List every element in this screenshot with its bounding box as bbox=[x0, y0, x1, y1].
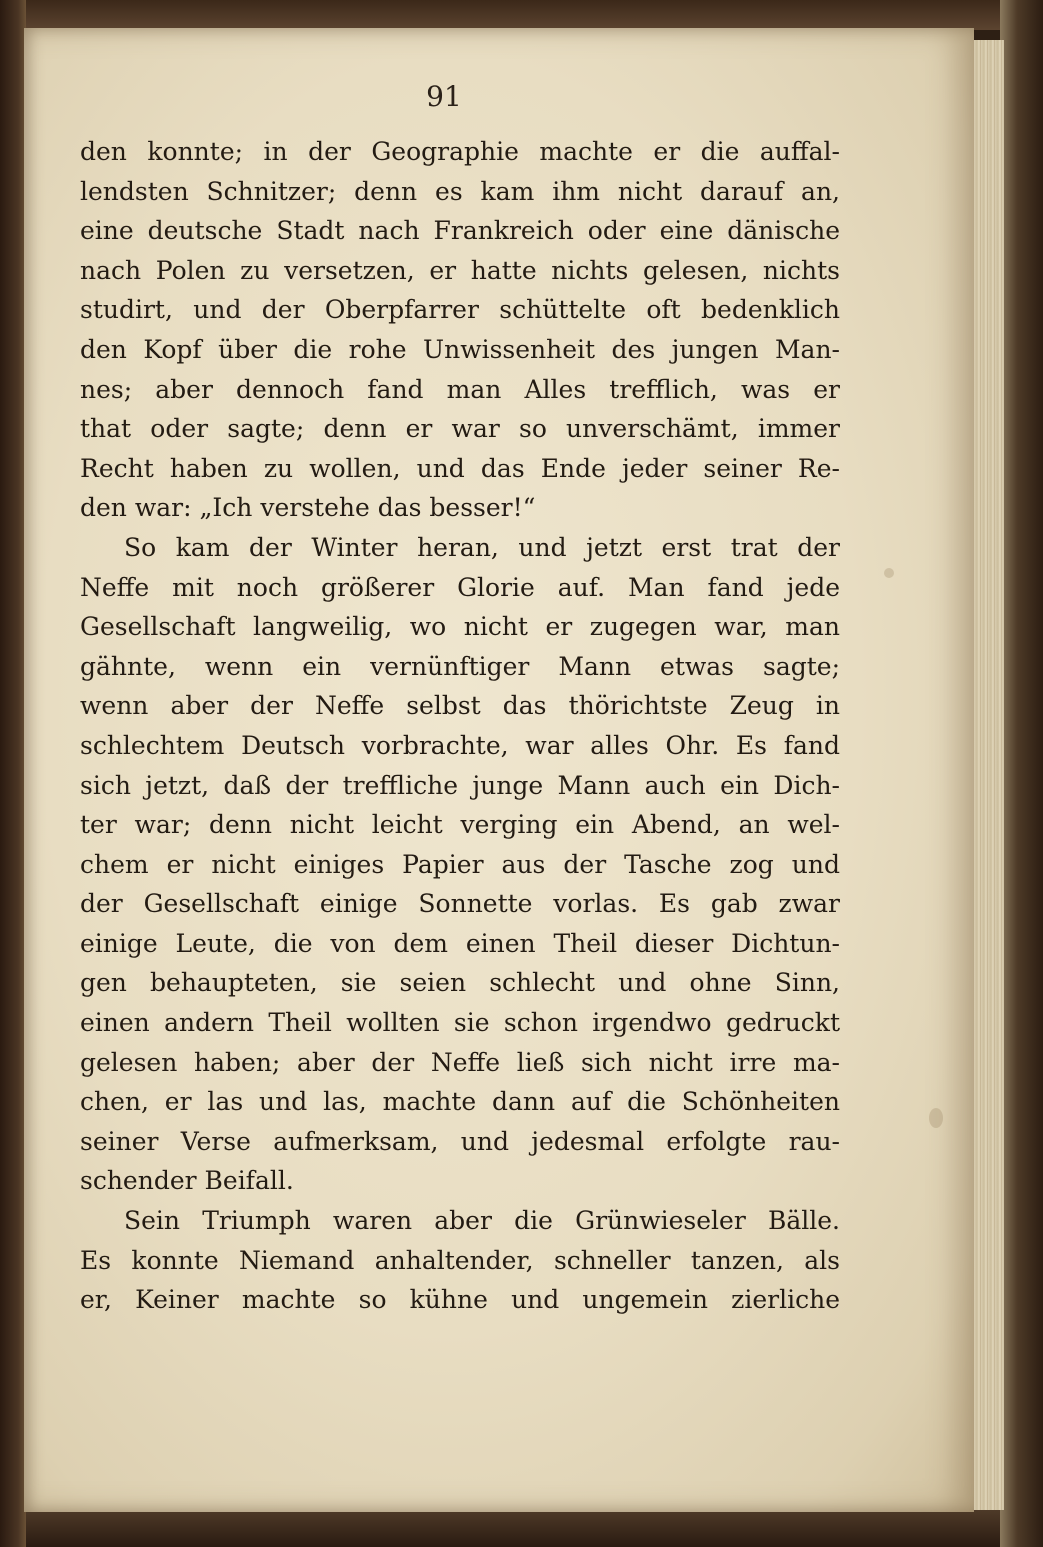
text-line: er, Keiner machte so kühne und ungemein zierliche bbox=[80, 1285, 840, 1315]
paper-stain bbox=[929, 1108, 943, 1128]
text-line: einen andern Theil wollten sie schon irgendwo gedruckt bbox=[80, 1008, 840, 1038]
text-line: chem er nicht einiges Papier aus der Tasche zog und bbox=[80, 849, 840, 879]
text-line: gen behaupteten, sie seien schlecht und ohne Sinn, bbox=[80, 968, 840, 998]
book-cover-right-edge bbox=[1000, 0, 1043, 1547]
text-line: lendsten Schnitzer; denn es kam ihm nicht darauf an, bbox=[80, 176, 840, 206]
text-line: Recht haben zu wollen, und das Ende jeder seiner Re- bbox=[80, 453, 840, 483]
text-line: einige Leute, die von dem einen Theil dieser Dichtun- bbox=[80, 928, 840, 958]
page-number: 91 bbox=[426, 80, 462, 113]
text-line: nes; aber dennoch fand man Alles trefflich, was er bbox=[80, 374, 840, 404]
text-line: schender Beifall. bbox=[80, 1166, 294, 1196]
body-text bbox=[80, 132, 840, 1320]
text-line: Es konnte Niemand anhaltender, schneller tanzen, als bbox=[80, 1245, 840, 1275]
book-page bbox=[24, 28, 974, 1512]
text-line: gelesen haben; aber der Neffe ließ sich nicht irre ma- bbox=[80, 1047, 840, 1077]
text-line: schlechtem Deutsch vorbrachte, war alles Ohr. Es fand bbox=[80, 730, 840, 760]
text-line: So kam der Winter heran, und jetzt erst trat der bbox=[124, 532, 840, 562]
text-line: sich jetzt, daß der treffliche junge Mann auch ein Dich- bbox=[80, 770, 840, 800]
text-line: that oder sagte; denn er war so unverschämt, immer bbox=[80, 414, 840, 444]
paper-stain bbox=[884, 568, 894, 578]
text-line: ter war; denn nicht leicht verging ein Abend, an wel- bbox=[80, 810, 840, 840]
book-cover-bottom-edge bbox=[0, 1510, 1043, 1547]
text-line: den Kopf über die rohe Unwissenheit des jungen Man- bbox=[80, 334, 840, 364]
text-line: studirt, und der Oberpfarrer schüttelte oft bedenklich bbox=[80, 295, 840, 325]
text-line: Neffe mit noch größerer Glorie auf. Man fand jede bbox=[80, 572, 840, 602]
text-line: gähnte, wenn ein vernünftiger Mann etwas sagte; bbox=[80, 651, 840, 681]
text-line: chen, er las und las, machte dann auf die Schönheiten bbox=[80, 1087, 840, 1117]
text-line: wenn aber der Neffe selbst das thörichtste Zeug in bbox=[80, 691, 840, 721]
text-line: seiner Verse aufmerksam, und jedesmal erfolgte rau- bbox=[80, 1126, 840, 1156]
text-line: Gesellschaft langweilig, wo nicht er zugegen war, man bbox=[80, 612, 840, 642]
book-cover-top-edge bbox=[0, 0, 1043, 30]
text-line: der Gesellschaft einige Sonnette vorlas. Es gab zwar bbox=[80, 889, 840, 919]
text-line: den war: „Ich verstehe das besser!“ bbox=[80, 493, 536, 523]
text-line: Sein Triumph waren aber die Grünwieseler Bälle. bbox=[124, 1206, 840, 1236]
text-line: nach Polen zu versetzen, er hatte nichts gelesen, nichts bbox=[80, 255, 840, 285]
book-cover-left-edge bbox=[0, 0, 26, 1547]
text-line: den konnte; in der Geographie machte er die auffal- bbox=[80, 137, 840, 166]
text-line: eine deutsche Stadt nach Frankreich oder eine dänische bbox=[80, 216, 840, 246]
